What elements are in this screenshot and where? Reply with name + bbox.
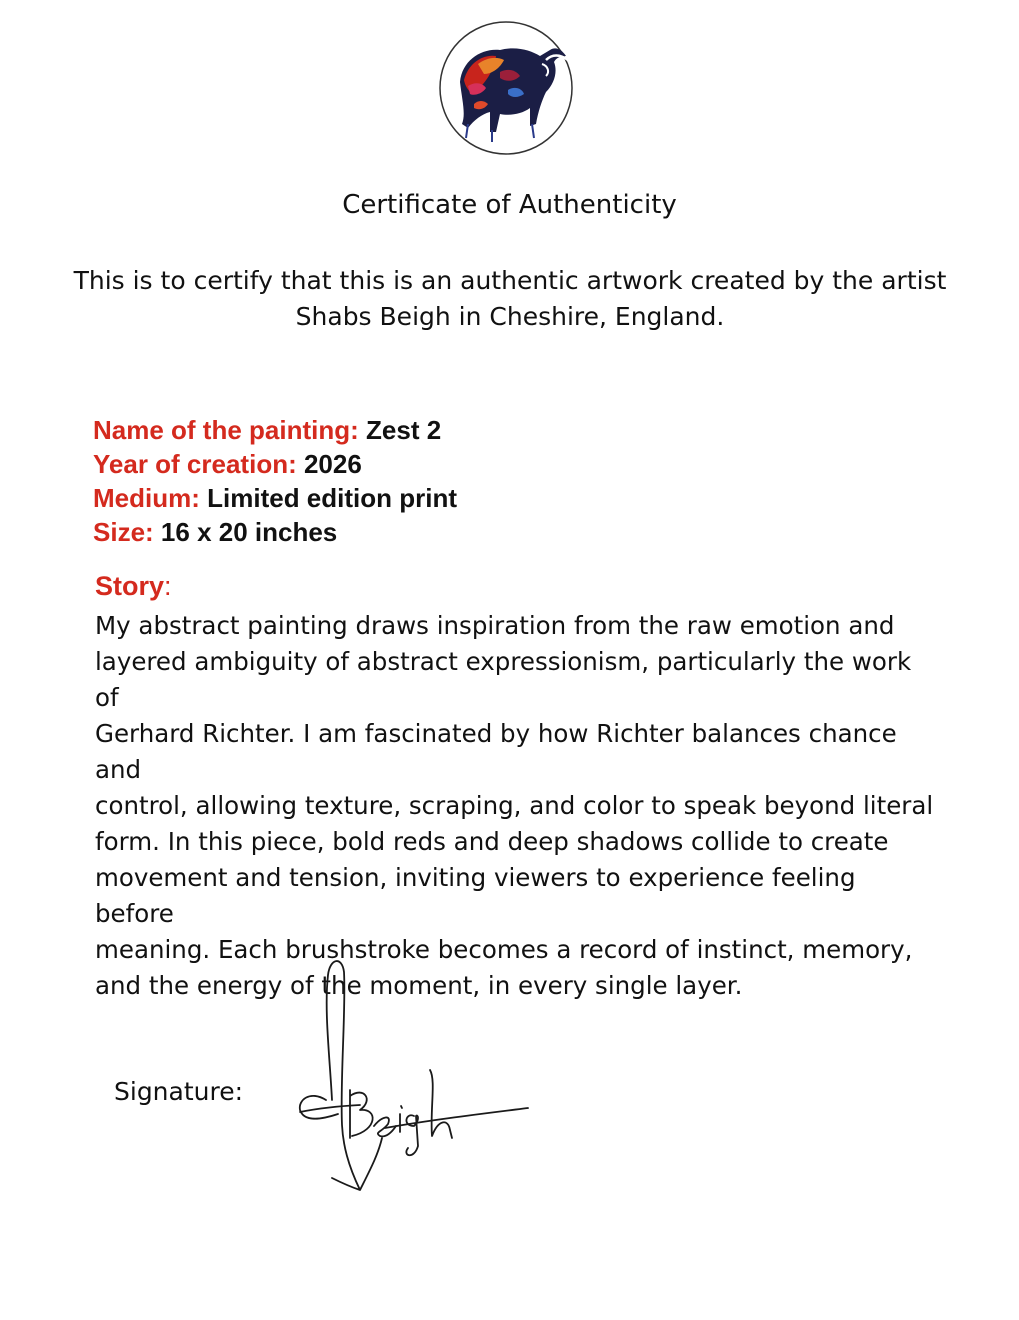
medium-value: Limited edition print	[207, 483, 457, 513]
certification-line-2: Shabs Beigh in Cheshire, England.	[295, 302, 725, 331]
size-label: Size:	[93, 517, 154, 547]
signature-label: Signature:	[114, 1077, 244, 1106]
handwritten-signature	[290, 950, 540, 1200]
story-line: meaning. Each brushstroke becomes a record of instinct, memory,	[95, 935, 913, 964]
artist-logo	[438, 20, 574, 156]
year-label: Year of creation:	[93, 449, 297, 479]
certificate-title: Certificate of Authenticity	[342, 190, 677, 220]
story-line: Gerhard Richter. I am fascinated by how Richter balances chance and	[95, 719, 897, 784]
story-label: Story	[95, 571, 165, 601]
certification-line-1: This is to certify that this is an authentic artwork created by the artist	[73, 266, 947, 295]
artwork-details	[93, 413, 893, 549]
signature-scribble-icon	[290, 950, 540, 1200]
story-line: form. In this piece, bold reds and deep shadows collide to create	[95, 827, 889, 856]
detail-row-size	[93, 515, 893, 549]
painting-name-value: Zest 2	[366, 415, 442, 445]
story-line: movement and tension, inviting viewers to experience feeling before	[95, 863, 856, 928]
medium-label: Medium:	[93, 483, 200, 513]
story-colon: :	[164, 571, 172, 601]
story-line: My abstract painting draws inspiration from the raw emotion and	[95, 611, 895, 640]
detail-row-year	[93, 447, 893, 481]
story-line: layered ambiguity of abstract expressionism, particularly the work of	[95, 647, 912, 712]
certification-statement	[60, 263, 960, 335]
year-value: 2026	[303, 449, 362, 479]
story-heading	[95, 571, 172, 602]
story-text	[95, 608, 935, 1004]
detail-row-medium	[93, 481, 893, 515]
bull-painting-logo-icon	[438, 20, 574, 156]
story-line: control, allowing texture, scraping, and color to speak beyond literal	[95, 791, 934, 820]
painting-name-label: Name of the painting:	[93, 415, 359, 445]
detail-row-name	[93, 413, 893, 447]
size-value: 16 x 20 inches	[160, 517, 338, 547]
story-line: and the energy of the moment, in every single layer.	[95, 971, 743, 1000]
